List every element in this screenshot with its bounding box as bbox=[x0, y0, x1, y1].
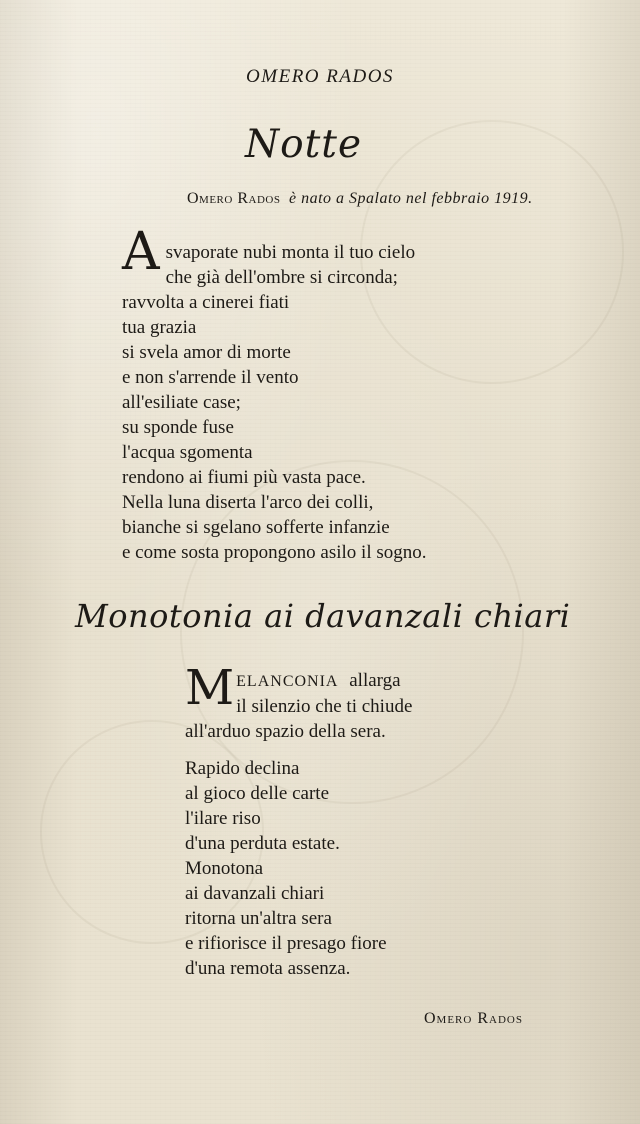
poem-monotonia-first-caps: ELANCONIA bbox=[236, 673, 339, 690]
poem-notte bbox=[122, 222, 522, 565]
poem-line: l'acqua sgomenta bbox=[122, 442, 253, 463]
poem-notte-first-line-text: svaporate nubi monta il tuo cielo bbox=[165, 242, 416, 263]
poem-monotonia-first-line-text: allarga bbox=[349, 670, 401, 691]
author-signature: Omero Rados bbox=[424, 1010, 523, 1027]
author-note bbox=[187, 190, 533, 208]
poem-line: d'una perduta estate. bbox=[185, 833, 340, 854]
poem-line: all'arduo spazio della sera. bbox=[185, 721, 386, 742]
poem-line: e come sosta propongono asilo il sogno. bbox=[122, 542, 427, 563]
poem-line: ritorna un'altra sera bbox=[185, 908, 332, 929]
stanza-gap bbox=[185, 744, 505, 756]
poem-line: su sponde fuse bbox=[122, 417, 234, 438]
poem-line: l'ilare riso bbox=[185, 808, 261, 829]
poem-monotonia-dropcap: M bbox=[185, 660, 235, 716]
author-note-text: è nato a Spalato nel febbraio 1919. bbox=[288, 190, 533, 207]
poem-line: tua grazia bbox=[122, 317, 197, 338]
author-note-name: Omero Rados bbox=[187, 190, 281, 207]
poem-line: Rapido declina bbox=[185, 758, 300, 779]
poem-title-monotonia: Monotonia ai davanzali chiari bbox=[75, 597, 571, 635]
poem-line: bianche si sgelano sofferte infanzie bbox=[122, 517, 390, 538]
poem-monotonia bbox=[185, 660, 505, 981]
poem-line: il silenzio che ti chiude bbox=[236, 696, 413, 717]
poem-line: si svela amor di morte bbox=[122, 342, 291, 363]
poem-line: al gioco delle carte bbox=[185, 783, 330, 804]
poem-line: ravvolta a cinerei fiati bbox=[122, 292, 290, 313]
poem-notte-dropcap: A bbox=[122, 222, 160, 282]
poem-title-notte: Notte bbox=[245, 122, 363, 167]
poem-line: all'esiliate case; bbox=[122, 392, 241, 413]
poem-line: d'una remota assenza. bbox=[185, 958, 351, 979]
poem-line: ai davanzali chiari bbox=[185, 883, 325, 904]
poem-line: e rifiorisce il presago fiore bbox=[185, 933, 387, 954]
poem-line: Monotona bbox=[185, 858, 264, 879]
author-heading: OMERO RADOS bbox=[246, 66, 394, 87]
poem-line: rendono ai fiumi più vasta pace. bbox=[122, 467, 366, 488]
poem-line: e non s'arrende il vento bbox=[122, 367, 299, 388]
poem-line: Nella luna diserta l'arco dei colli, bbox=[122, 492, 374, 513]
poem-line: che già dell'ombre si circonda; bbox=[165, 267, 398, 288]
